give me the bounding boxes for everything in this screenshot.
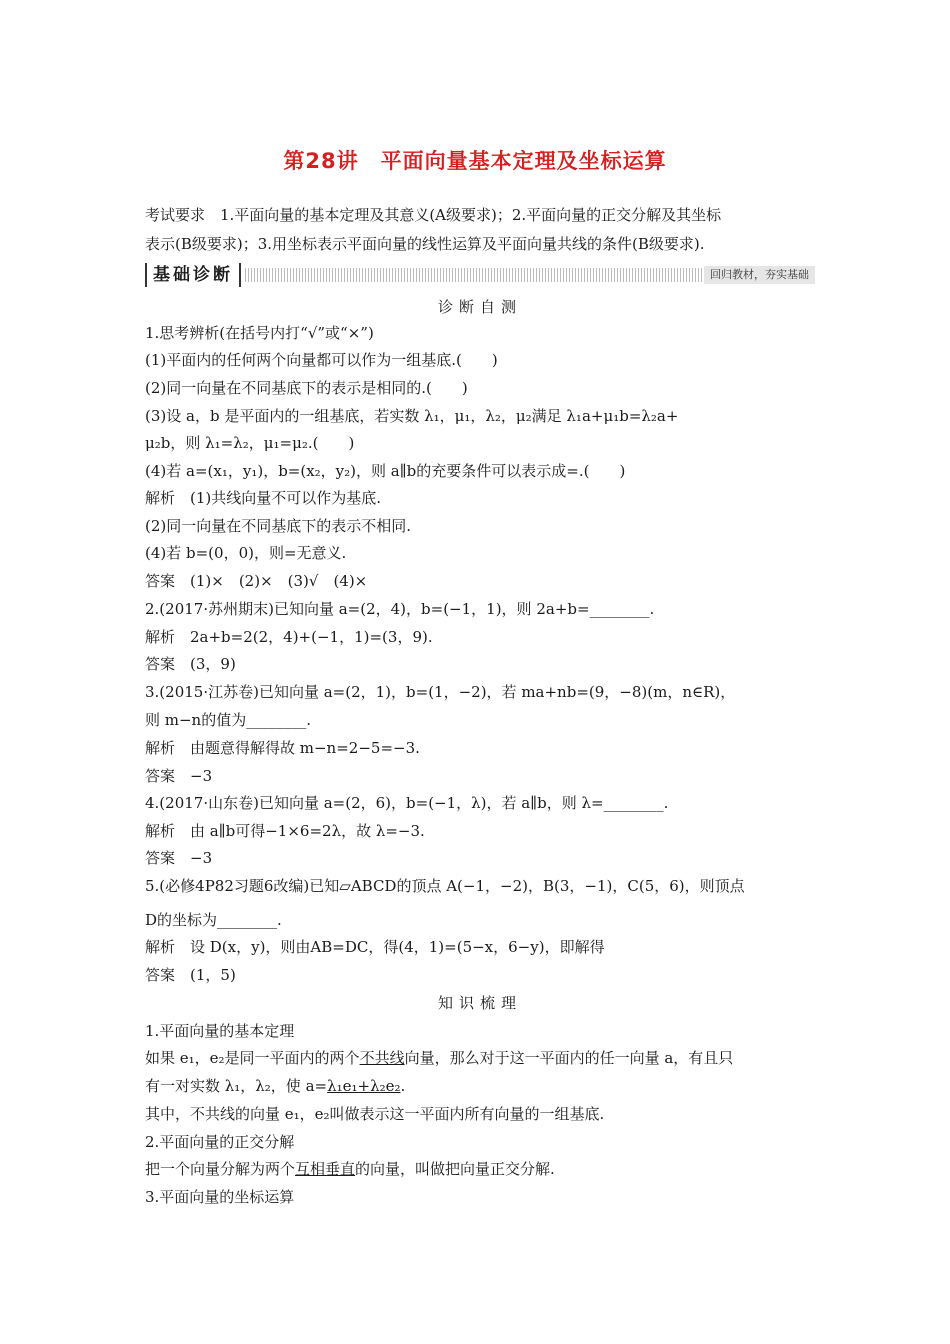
k2-text-b: 的向量，叫做把向量正交分解. [355, 1160, 555, 1178]
q3-stem-1: 3.(2015·江苏卷)已知向量 a=(2，1)，b=(1，−2)，若 ma+nb=(9，−8)(m，n∈R)， [145, 683, 736, 701]
k1-line2-text-b: . [400, 1077, 406, 1095]
k3-heading: 3.平面向量的坐标运算 [145, 1188, 295, 1206]
k2-text-a: 把一个向量分解为两个 [145, 1160, 296, 1178]
k2-fill-blank-perpendicular: 互相垂直 [295, 1160, 356, 1178]
q1-statement-3a: (3)设 a，b 是平面内的一组基底，若实数 λ₁，μ₁，λ₂，μ₂满足 λ₁a+μ₁b=λ₂a+ [145, 407, 679, 425]
q1-statement-3b: μ₂b，则 λ₁=λ₂，μ₁=μ₂.( ) [145, 434, 355, 452]
q2-analysis: 解析 2a+b=2(2，4)+(−1，1)=(3，9). [145, 628, 433, 646]
k1-line-3: 其中，不共线的向量 e₁，e₂叫做表示这一平面内所有向量的一组基底. [145, 1105, 605, 1123]
q1-statement-2: (2)同一向量在不同基底下的表示是相同的.( ) [145, 379, 468, 397]
k1-fill-blank-combination: λ₁e₁+λ₂e₂ [327, 1077, 401, 1095]
q1-analysis-4: (4)若 b=(0，0)，则=无意义. [145, 544, 347, 562]
k1-line1-text-b: 向量，那么对于这一平面内的任一向量 a，有且只 [404, 1049, 734, 1067]
q1-statement-1: (1)平面内的任何两个向量都可以作为一组基底.( ) [145, 351, 498, 369]
q1-analysis-1: 解析 (1)共线向量不可以作为基底. [145, 489, 382, 507]
q2-answer: 答案 (3，9) [145, 655, 236, 673]
q5-analysis: 解析 设 D(x，y)，则由AB=DC，得(4，1)=(5−x，6−y)，即解得 [145, 938, 605, 956]
k2-heading: 2.平面向量的正交分解 [145, 1133, 295, 1151]
k1-heading: 1.平面向量的基本定理 [145, 1022, 295, 1040]
q5-answer: 答案 (1，5) [145, 966, 236, 984]
exam-requirements-line1: 考试要求 1.平面向量的基本定理及其意义(A级要求)；2.平面向量的正交分解及其坐标 [145, 206, 722, 224]
page-title: 第28讲 平面向量基本定理及坐标运算 [283, 149, 667, 173]
k1-line2-text-a: 有一对实数 λ₁，λ₂，使 a= [145, 1077, 328, 1095]
q3-analysis: 解析 由题意得解得故 m−n=2−5=−3. [145, 739, 420, 757]
q1-answer: 答案 (1)× (2)× (3)√ (4)× [145, 572, 368, 590]
q4-analysis: 解析 由 a∥b可得−1×6=2λ，故 λ=−3. [145, 822, 425, 840]
q3-answer: 答案 −3 [145, 767, 213, 785]
banner-label: 基础诊断 [145, 263, 241, 287]
q5-stem-1: 5.(必修4P82习题6改编)已知▱ABCD的顶点 A(−1，−2)，B(3，−1)，C(5，6)，则顶点 [145, 877, 745, 895]
k1-fill-blank-noncollinear: 不共线 [359, 1049, 405, 1067]
k2-line [145, 1159, 815, 1179]
q5-stem-2: D的坐标为________. [145, 911, 282, 929]
k1-line-2 [145, 1076, 815, 1096]
section-heading-self-test: 诊断自测 [437, 298, 522, 316]
q4-stem: 4.(2017·山东卷)已知向量 a=(2，6)，b=(−1，λ)，若 a∥b，则 λ=________. [145, 794, 669, 812]
k1-line-1 [145, 1048, 815, 1068]
q3-stem-2: 则 m−n的值为________. [145, 711, 311, 729]
section-banner [145, 263, 815, 287]
section-heading-knowledge: 知识梳理 [437, 994, 522, 1012]
q1-analysis-2: (2)同一向量在不同基底下的表示不相同. [145, 517, 412, 535]
banner-subtitle: 回归教材，夯实基础 [704, 266, 815, 284]
exam-requirements-line2: 表示(B级要求)；3.用坐标表示平面向量的线性运算及平面向量共线的条件(B级要求). [145, 235, 705, 253]
q2-stem: 2.(2017·苏州期末)已知向量 a=(2，4)，b=(−1，1)，则 2a+b=________. [145, 600, 655, 618]
q1-statement-4: (4)若 a=(x₁，y₁)，b=(x₂，y₂)，则 a∥b的充要条件可以表示成=.( ) [145, 462, 626, 480]
q4-answer: 答案 −3 [145, 849, 213, 867]
k1-line1-text-a: 如果 e₁，e₂是同一平面内的两个 [145, 1049, 360, 1067]
q1-stem: 1.思考辨析(在括号内打“√”或“×”) [145, 324, 374, 342]
